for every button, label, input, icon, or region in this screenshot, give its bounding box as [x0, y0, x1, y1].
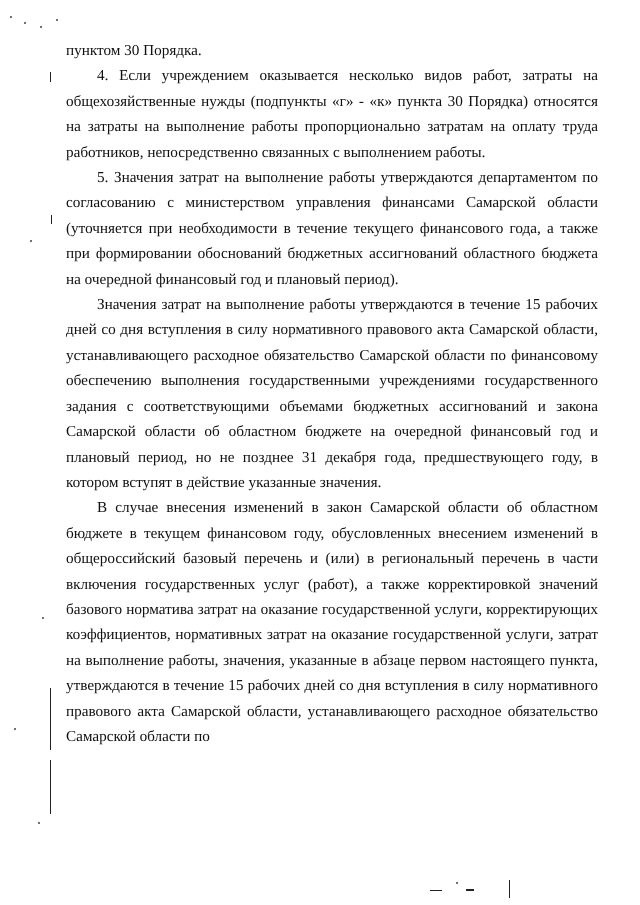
scan-speck: [56, 19, 58, 21]
scan-speck: [24, 22, 26, 24]
scan-speck: [38, 822, 40, 824]
paragraph-item-4: 4. Если учреждением оказывается несколько видов работ, затраты на общехозяйственные нужды (подпункты «г» - «к» пункта 30 Порядка) относятся на затраты на выполнение работы пропорционально затратам на оплату труда работников, непосредственно связанных с выполнением работы.: [66, 67, 598, 161]
paragraph-continuation: пунктом 30 Порядка.: [66, 42, 202, 59]
paragraph-approval-terms: Значения затрат на выполнение работы утверждаются в течение 15 рабочих дней со дня вступления в силу нормативного правового акта Самарской области, устанавливающего расходное обязательство Самарской области по финансовому обеспечению выполнения государственными учреждениями государственного задания с соответствующими объемами бюджетных ассигнований и закона Самарской области об областном бюджете на очередной финансовый год и плановый период, но не позднее 31 декабря года, предшествующего году, в котором вступят в действие указанные значения.: [66, 296, 598, 491]
bottom-mark: [430, 890, 442, 891]
document-body: [66, 38, 598, 749]
bottom-mark: [509, 880, 510, 898]
scan-speck: [30, 240, 32, 242]
margin-mark: [51, 215, 52, 224]
scan-speck: [42, 617, 44, 619]
scan-speck: [10, 16, 12, 18]
margin-mark: [50, 688, 51, 750]
scan-speck: [14, 728, 16, 730]
scan-speck: [40, 26, 42, 28]
margin-mark: [50, 72, 51, 82]
margin-mark: [50, 760, 51, 814]
scan-speck: [456, 882, 458, 884]
paragraph-item-5: 5. Значения затрат на выполнение работы утверждаются департаментом по согласованию с министерством управления финансами Самарской области (уточняется при необходимости в течение текущего финансового года, а также при формировании обоснований бюджетных ассигнований областного бюджета на очередной финансовый год и плановый период).: [66, 169, 598, 288]
paragraph-amendments: В случае внесения изменений в закон Самарской области об областном бюджете в текущем финансовом году, обусловленных внесением изменений в общероссийский базовый перечень и (или) в региональный перечень в части включения государственных услуг (работ), а также корректировкой значений базового норматива затрат на оказание государственной услуги, корректирующих коэффициентов, нормативных затрат на оказание государственной услуги, затрат на выполнение работы, значения, указанные в абзаце первом настоящего пункта, утверждаются в течение 15 рабочих дней со дня вступления в силу нормативного правового акта Самарской области, устанавливающего расходное обязательство Самарской области по: [66, 499, 598, 745]
bottom-mark: [466, 889, 474, 891]
